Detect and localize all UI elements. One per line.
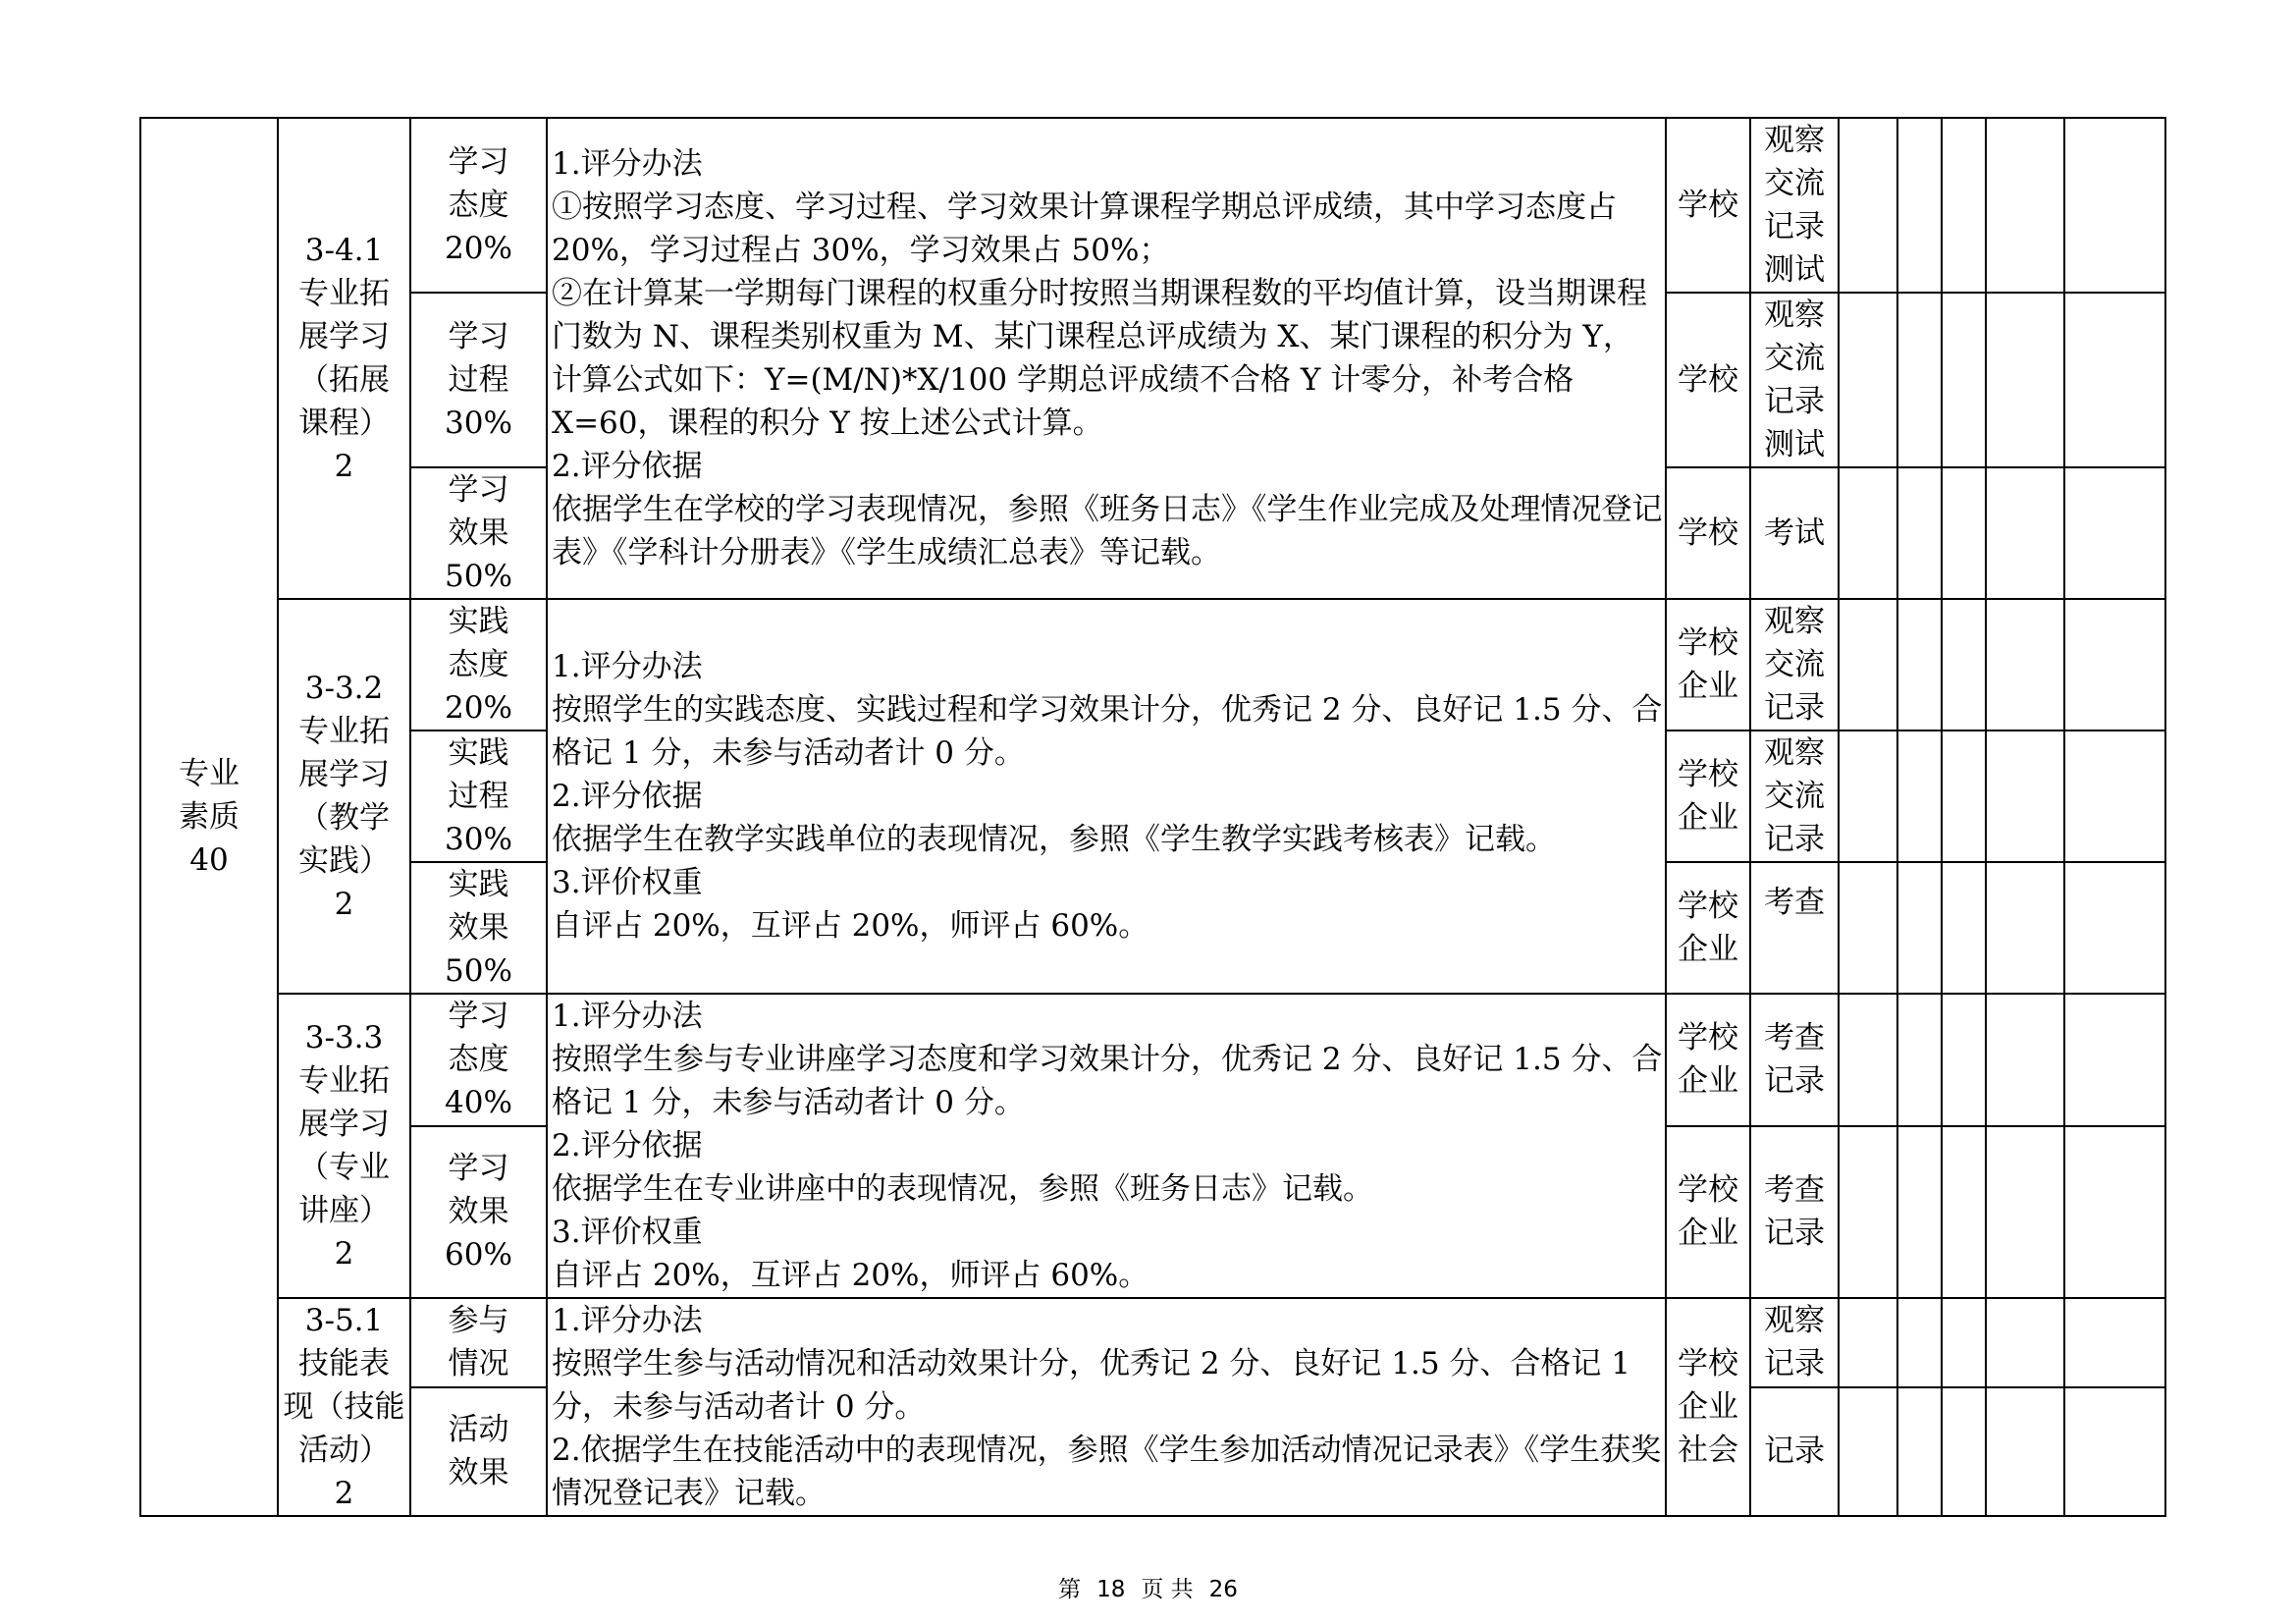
- evaluator-cell: [1666, 862, 1750, 994]
- score-cell: [1942, 731, 1986, 862]
- method-line: 1.评分办法: [552, 649, 703, 684]
- evaluator-cell: [1666, 1298, 1750, 1516]
- evaluator-label: 学校 企业 社会: [1678, 1346, 1738, 1468]
- way-label: 观察 交流 记录 测试: [1764, 123, 1825, 288]
- aspect-cell: [410, 1387, 547, 1516]
- method-line: 2.评分依据: [552, 779, 703, 814]
- method-line: 1.评分办法: [552, 999, 703, 1034]
- evaluator-cell: [1666, 994, 1750, 1126]
- evaluator-label: 学校: [1678, 362, 1738, 398]
- score-cell: [1839, 467, 1897, 599]
- aspect-cell: [410, 599, 547, 731]
- score-cell: [1942, 293, 1986, 467]
- score-cell: [1897, 1298, 1942, 1387]
- score-cell: [1942, 1126, 1986, 1298]
- way-label: 观察 记录: [1764, 1303, 1825, 1382]
- aspect-label: 学习 效果 50%: [445, 472, 512, 594]
- score-cell: [1986, 994, 2064, 1126]
- method-line: 2.评分依据: [552, 1128, 703, 1164]
- method-line: 依据学生在专业讲座中的表现情况，参照《班务日志》记载。: [552, 1171, 1373, 1207]
- way-cell: [1750, 599, 1839, 731]
- score-cell: [1986, 118, 2064, 293]
- score-cell: [1897, 1387, 1942, 1516]
- way-cell: [1750, 1387, 1839, 1516]
- evaluator-cell: [1666, 1126, 1750, 1298]
- aspect-cell: [410, 1126, 547, 1298]
- domain-label: 专业 素质 40: [179, 756, 240, 878]
- method-line: 按照学生的实践态度、实践过程和学习效果计分，优秀记 2 分、良好记 1.5 分、合格记 1 分，未参与活动者计 0 分。: [552, 692, 1663, 771]
- way-label: 观察 交流 记录: [1764, 604, 1825, 726]
- way-cell: [1750, 731, 1839, 862]
- score-cell: [2064, 1387, 2165, 1516]
- score-cell: [1986, 467, 2064, 599]
- method-line: 自评占 20%，互评占 20%，师评占 60%。: [552, 908, 1149, 944]
- score-cell: [1986, 599, 2064, 731]
- aspect-cell: [410, 1298, 547, 1387]
- aspect-cell: [410, 731, 547, 862]
- score-cell: [2064, 994, 2165, 1126]
- item-label: 3-4.1 专业拓 展学习 （拓展 课程） 2: [298, 233, 390, 484]
- method-cell: [547, 1298, 1666, 1516]
- score-cell: [2064, 1298, 2165, 1387]
- aspect-label: 活动 效果: [448, 1412, 509, 1491]
- domain-cell: [140, 118, 278, 1516]
- way-label: 考查 记录: [1764, 1172, 1825, 1252]
- score-cell: [1839, 293, 1897, 467]
- item-label: 3-3.2 专业拓 展学习 （教学 实践） 2: [298, 671, 390, 922]
- aspect-label: 学习 效果 60%: [445, 1151, 512, 1273]
- score-cell: [1897, 599, 1942, 731]
- score-cell: [2064, 862, 2165, 994]
- evaluator-label: 学校 企业: [1678, 1020, 1738, 1100]
- way-cell: [1750, 1298, 1839, 1387]
- evaluator-cell: [1666, 118, 1750, 293]
- method-line: ②在计算某一学期每门课程的权重分时按照当期课程数的平均值计算，设当期课程门数为 N、课程类别权重为 M、某门课程总评成绩为 X、某门课程的积分为 Y，计算公式如下：Y=(M/N)*X/100 学期总评成绩不合格 Y 计零分，补考合格 X=60，课程的积分 Y 按上述公式计算。: [552, 276, 1647, 441]
- score-cell: [1986, 862, 2064, 994]
- score-cell: [1986, 1387, 2064, 1516]
- way-cell: [1750, 467, 1839, 599]
- score-cell: [1986, 731, 2064, 862]
- way-cell: [1750, 1126, 1839, 1298]
- evaluator-cell: [1666, 731, 1750, 862]
- way-label: 观察 交流 记录 测试: [1764, 298, 1825, 462]
- score-cell: [1897, 862, 1942, 994]
- item-cell: [278, 599, 410, 994]
- score-cell: [1839, 731, 1897, 862]
- aspect-label: 学习 态度 20%: [445, 144, 512, 266]
- score-cell: [2064, 599, 2165, 731]
- item-cell: [278, 994, 410, 1298]
- score-cell: [1839, 1298, 1897, 1387]
- method-line: 依据学生在学校的学习表现情况，参照《班务日志》《学生作业完成及处理情况登记表》《学科计分册表》《学生成绩汇总表》等记载。: [552, 492, 1663, 570]
- aspect-cell: [410, 994, 547, 1126]
- method-line: ①按照学习态度、学习过程、学习效果计算课程学期总评成绩，其中学习态度占 20%，学习过程占 30%，学习效果占 50%；: [552, 189, 1617, 268]
- score-cell: [2064, 731, 2165, 862]
- evaluator-label: 学校: [1678, 515, 1738, 551]
- table-row: [140, 599, 2165, 731]
- item-label: 3-3.3 专业拓 展学习 （专业 讲座） 2: [298, 1020, 390, 1272]
- aspect-cell: [410, 118, 547, 293]
- evaluator-label: 学校 企业: [1678, 1172, 1738, 1252]
- method-line: 3.评价权重: [552, 1215, 703, 1250]
- score-cell: [1839, 1126, 1897, 1298]
- method-line: 依据学生在教学实践单位的表现情况，参照《学生教学实践考核表》记载。: [552, 822, 1556, 857]
- method-line: 2.依据学生在技能活动中的表现情况，参照《学生参加活动情况记录表》《学生获奖情况登记表》记载。: [552, 1433, 1662, 1511]
- score-cell: [1942, 599, 1986, 731]
- score-cell: [1839, 118, 1897, 293]
- score-cell: [1897, 731, 1942, 862]
- way-cell: [1750, 293, 1839, 467]
- score-cell: [1942, 1298, 1986, 1387]
- aspect-label: 参与 情况: [448, 1303, 509, 1382]
- score-cell: [1942, 862, 1986, 994]
- aspect-label: 学习 态度 40%: [445, 999, 512, 1121]
- score-cell: [1942, 467, 1986, 599]
- aspect-cell: [410, 862, 547, 994]
- method-cell: [547, 118, 1666, 599]
- way-label: 考查: [1764, 885, 1825, 920]
- way-cell: [1750, 118, 1839, 293]
- table-row: [140, 1298, 2165, 1387]
- score-cell: [1897, 467, 1942, 599]
- method-line: 按照学生参与专业讲座学习态度和学习效果计分，优秀记 2 分、良好记 1.5 分、合格记 1 分，未参与活动者计 0 分。: [552, 1042, 1663, 1120]
- way-cell: [1750, 994, 1839, 1126]
- aspect-label: 实践 态度 20%: [445, 604, 512, 726]
- evaluator-cell: [1666, 599, 1750, 731]
- score-cell: [2064, 293, 2165, 467]
- aspect-label: 实践 过程 30%: [445, 735, 512, 857]
- score-cell: [1986, 293, 2064, 467]
- score-cell: [1897, 118, 1942, 293]
- item-cell: [278, 1298, 410, 1516]
- evaluator-cell: [1666, 293, 1750, 467]
- score-cell: [1839, 599, 1897, 731]
- page-footer: [0, 1571, 2296, 1603]
- way-label: 观察 交流 记录: [1764, 735, 1825, 857]
- table-row: [140, 118, 2165, 293]
- evaluator-label: 学校 企业: [1678, 625, 1738, 704]
- evaluator-label: 学校 企业: [1678, 889, 1738, 967]
- score-cell: [1897, 293, 1942, 467]
- aspect-cell: [410, 467, 547, 599]
- score-cell: [1942, 1387, 1986, 1516]
- score-cell: [2064, 467, 2165, 599]
- item-cell: [278, 118, 410, 599]
- evaluation-table: [139, 117, 2166, 1517]
- score-cell: [1839, 994, 1897, 1126]
- page-number: 18: [1096, 1577, 1126, 1602]
- aspect-label: 实践 效果 50%: [445, 867, 512, 989]
- way-label: 记录: [1764, 1434, 1825, 1470]
- score-cell: [1839, 1387, 1897, 1516]
- page-total: 26: [1208, 1577, 1238, 1602]
- score-cell: [1986, 1126, 2064, 1298]
- way-label: 考试: [1764, 515, 1825, 551]
- score-cell: [1897, 1126, 1942, 1298]
- evaluator-label: 学校 企业: [1678, 757, 1738, 836]
- score-cell: [1839, 862, 1897, 994]
- score-cell: [2064, 1126, 2165, 1298]
- footer-prefix: 第: [1058, 1577, 1082, 1602]
- method-line: 自评占 20%，互评占 20%，师评占 60%。: [552, 1258, 1149, 1293]
- evaluator-label: 学校: [1678, 188, 1738, 223]
- method-line: 1.评分办法: [552, 146, 703, 182]
- table-row: [140, 994, 2165, 1126]
- method-cell: [547, 994, 1666, 1298]
- score-cell: [1942, 118, 1986, 293]
- score-cell: [1897, 994, 1942, 1126]
- way-cell: [1750, 862, 1839, 994]
- evaluation-table-container: [139, 117, 2164, 1511]
- score-cell: [1942, 994, 1986, 1126]
- score-cell: [1986, 1298, 2064, 1387]
- evaluator-cell: [1666, 467, 1750, 599]
- footer-middle: 页 共: [1141, 1577, 1194, 1602]
- method-cell: [547, 599, 1666, 994]
- method-line: 按照学生参与活动情况和活动效果计分，优秀记 2 分、良好记 1.5 分、合格记 1 分，未参与活动者计 0 分。: [552, 1346, 1631, 1425]
- method-line: 1.评分办法: [552, 1303, 703, 1338]
- method-line: 2.评分依据: [552, 449, 703, 484]
- aspect-label: 学习 过程 30%: [445, 319, 512, 441]
- way-label: 考查 记录: [1764, 1020, 1825, 1100]
- aspect-cell: [410, 293, 547, 467]
- item-label: 3-5.1 技能表 现（技能 活动） 2: [283, 1303, 405, 1511]
- method-line: 3.评价权重: [552, 865, 703, 900]
- score-cell: [2064, 118, 2165, 293]
